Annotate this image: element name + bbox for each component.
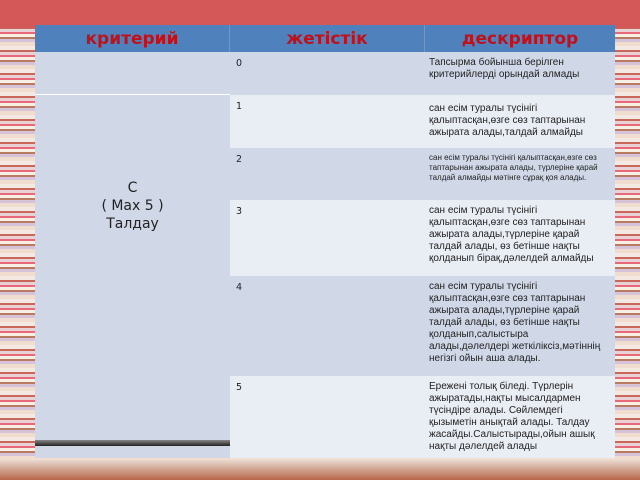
background-top-band: [0, 0, 640, 28]
empty-criterion-cell: [35, 52, 230, 95]
criterion-letter: С: [127, 180, 138, 196]
table-shadow: [35, 440, 230, 446]
descriptor-cell: Ережені толық біледі. Түрлерін ажыратады,нақты мысалдармен түсіндіре алады. Сөйлемдегі қызыметін анықтай алады. Талдау жасайды.Салыстырады,ойын ашық нақты дәлелдей алады: [425, 376, 615, 458]
assessment-rubric-table: [35, 25, 615, 458]
descriptor-cell: сан есім туралы түсінігі қалыптасқан,өзге сөз таптарынан ажырата алады,талдай алмайды: [425, 95, 615, 148]
table-row: [230, 52, 615, 95]
descriptor-cell: Тапсырма бойынша берілген критерийлерді орындай алмады: [425, 52, 615, 95]
score-cell: 1: [230, 95, 425, 148]
score-cell: 4: [230, 276, 425, 376]
score-cell: 0: [230, 52, 425, 95]
table-row: [230, 276, 615, 376]
table-row: [230, 95, 615, 148]
table-row: [230, 200, 615, 276]
header-row: [35, 25, 615, 52]
table-row: [230, 148, 615, 200]
descriptor-cell: сан есім туралы түсінігі қалыптасқан,өзге сөз таптарынан ажырата алады, түрлеріне қарай талдай алмайды мәтінге сұрақ қоя алады.: [425, 148, 615, 200]
header-descriptor: дескриптор: [425, 25, 615, 52]
criterion-name: Талдау: [106, 216, 159, 232]
descriptor-cell: сан есім туралы түсінігі қалыптасқан,өзге сөз таптарынан ажырата алады,түрлеріне қарай талдай алады, өз бетінше нақты қолданып бірақ,дәлелдей алмайды: [425, 200, 615, 276]
table-row: [230, 376, 615, 458]
criterion-max: ( Max 5 ): [101, 198, 164, 214]
header-achievement: жетістік: [230, 25, 425, 52]
score-cell: 3: [230, 200, 425, 276]
score-cell: 5: [230, 376, 425, 458]
header-criterion: критерий: [35, 25, 230, 52]
background-bottom-band: [0, 460, 640, 480]
criterion-cell: [35, 95, 230, 458]
table-body: [35, 52, 615, 458]
descriptor-cell: сан есім туралы түсінігі қалыптасқан,өзге сөз таптарынан ажырата алады,түрлеріне қарай талдай алады, өз бетінше нақты қолданып,салыстыра алады,дәлелдері жеткіліксіз,мәтіннің негізгі ойын аша алады.: [425, 276, 615, 376]
score-cell: 2: [230, 148, 425, 200]
